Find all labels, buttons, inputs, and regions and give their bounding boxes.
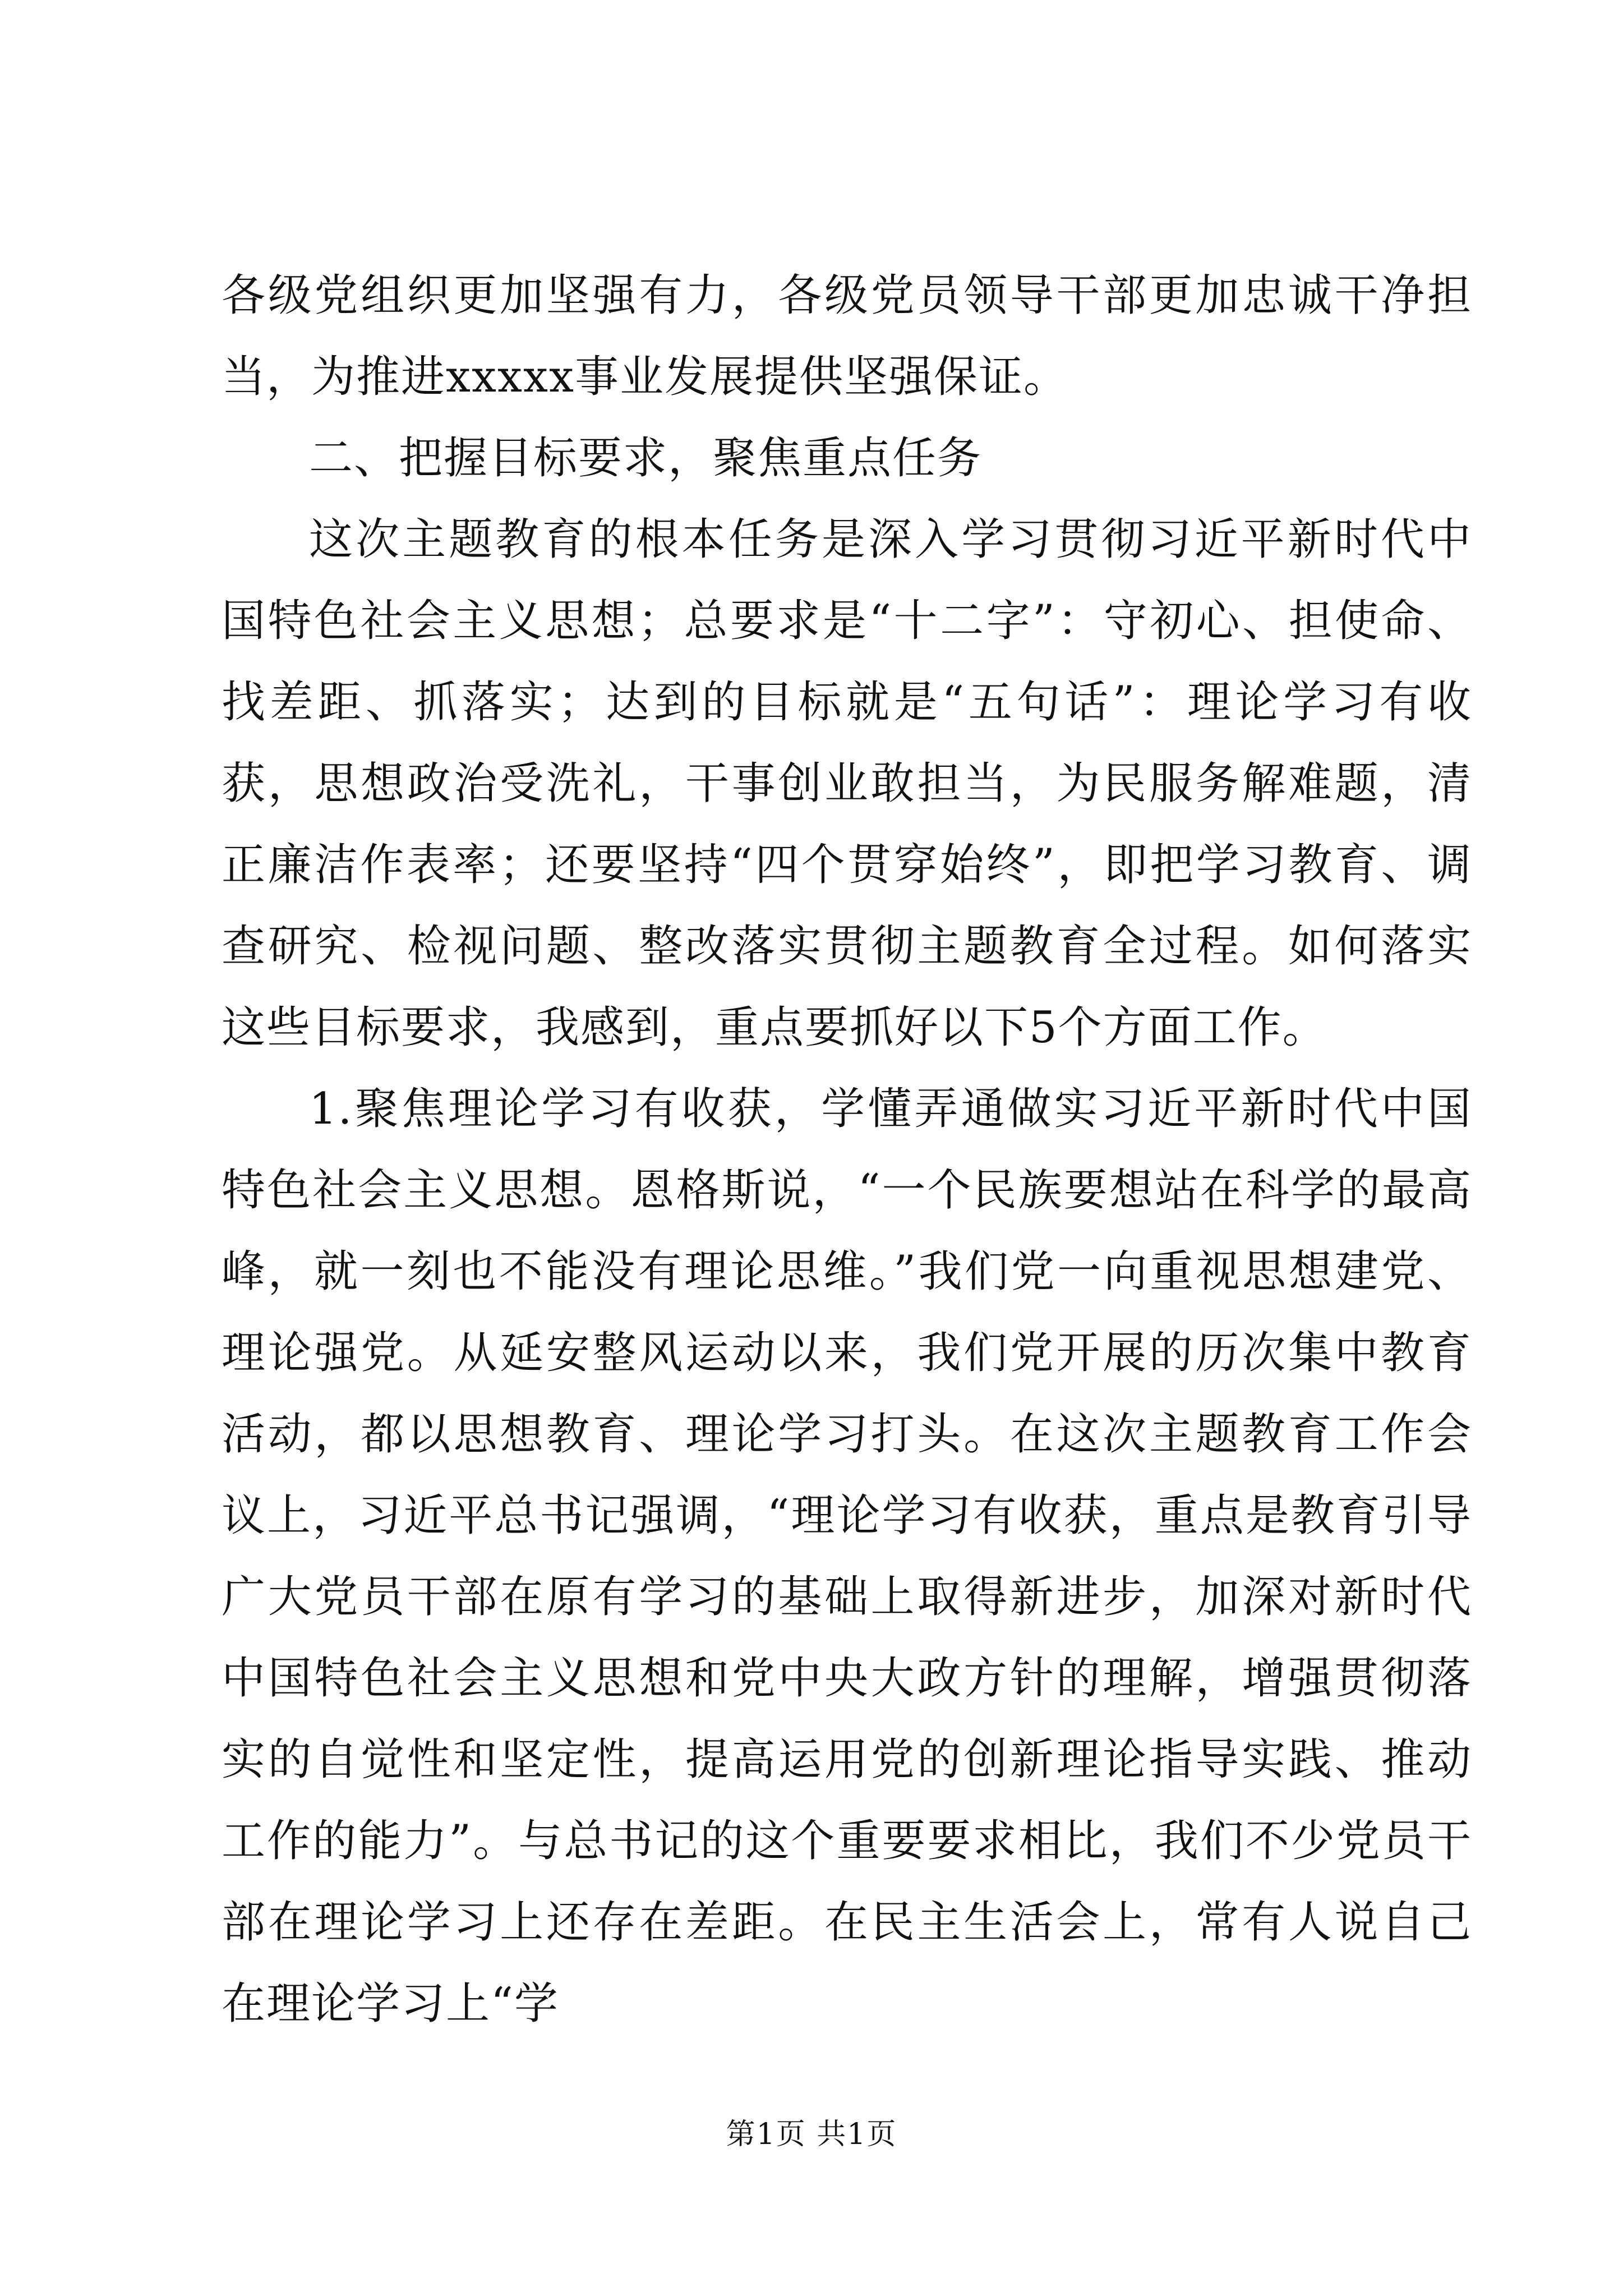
paragraph-continuation: 各级党组织更加坚强有力，各级党员领导干部更加忠诚干净担当，为推进xxxxx事业发展提供坚强保证。 [222,270,1472,402]
document-body [222,255,1472,2045]
section-heading: 二、把握目标要求，聚焦重点任务 [309,433,983,484]
page-footer: 第1页 共1页 [726,2118,897,2151]
paragraph-main-tasks: 这次主题教育的根本任务是深入学习贯彻习近平新时代中国特色社会主义思想；总要求是“十二字”：守初心、担使命、找差距、抓落实；达到的目标就是“五句话”：理论学习有收获，思想政治受洗礼，干事创业敢担当，为民服务解难题，清正廉洁作表率；还要坚持“四个贯穿始终”，即把学习教育、调查研究、检视问题、整改落实贯彻主题教育全过程。如何落实这些目标要求，我感到，重点要抓好以下5个方面工作。 [222,514,1472,1053]
paragraph-theory-study: 1.聚焦理论学习有收获，学懂弄通做实习近平新时代中国特色社会主义思想。恩格斯说，“一个民族要想站在科学的最高峰，就一刻也不能没有理论思维。”我们党一向重视思想建党、理论强党。从延安整风运动以来，我们党开展的历次集中教育活动，都以思想教育、理论学习打头。在这次主题教育工作会议上，习近平总书记强调，“理论学习有收获，重点是教育引导广大党员干部在原有学习的基础上取得新进步，加深对新时代中国特色社会主义思想和党中央大政方针的理解，增强贯彻落实的自觉性和坚定性，提高运用党的创新理论指导实践、推动工作的能力”。与总书记的这个重要要求相比，我们不少党员干部在理论学习上还存在差距。在民主生活会上，常有人说自己在理论学习上“学 [222,1084,1472,2029]
